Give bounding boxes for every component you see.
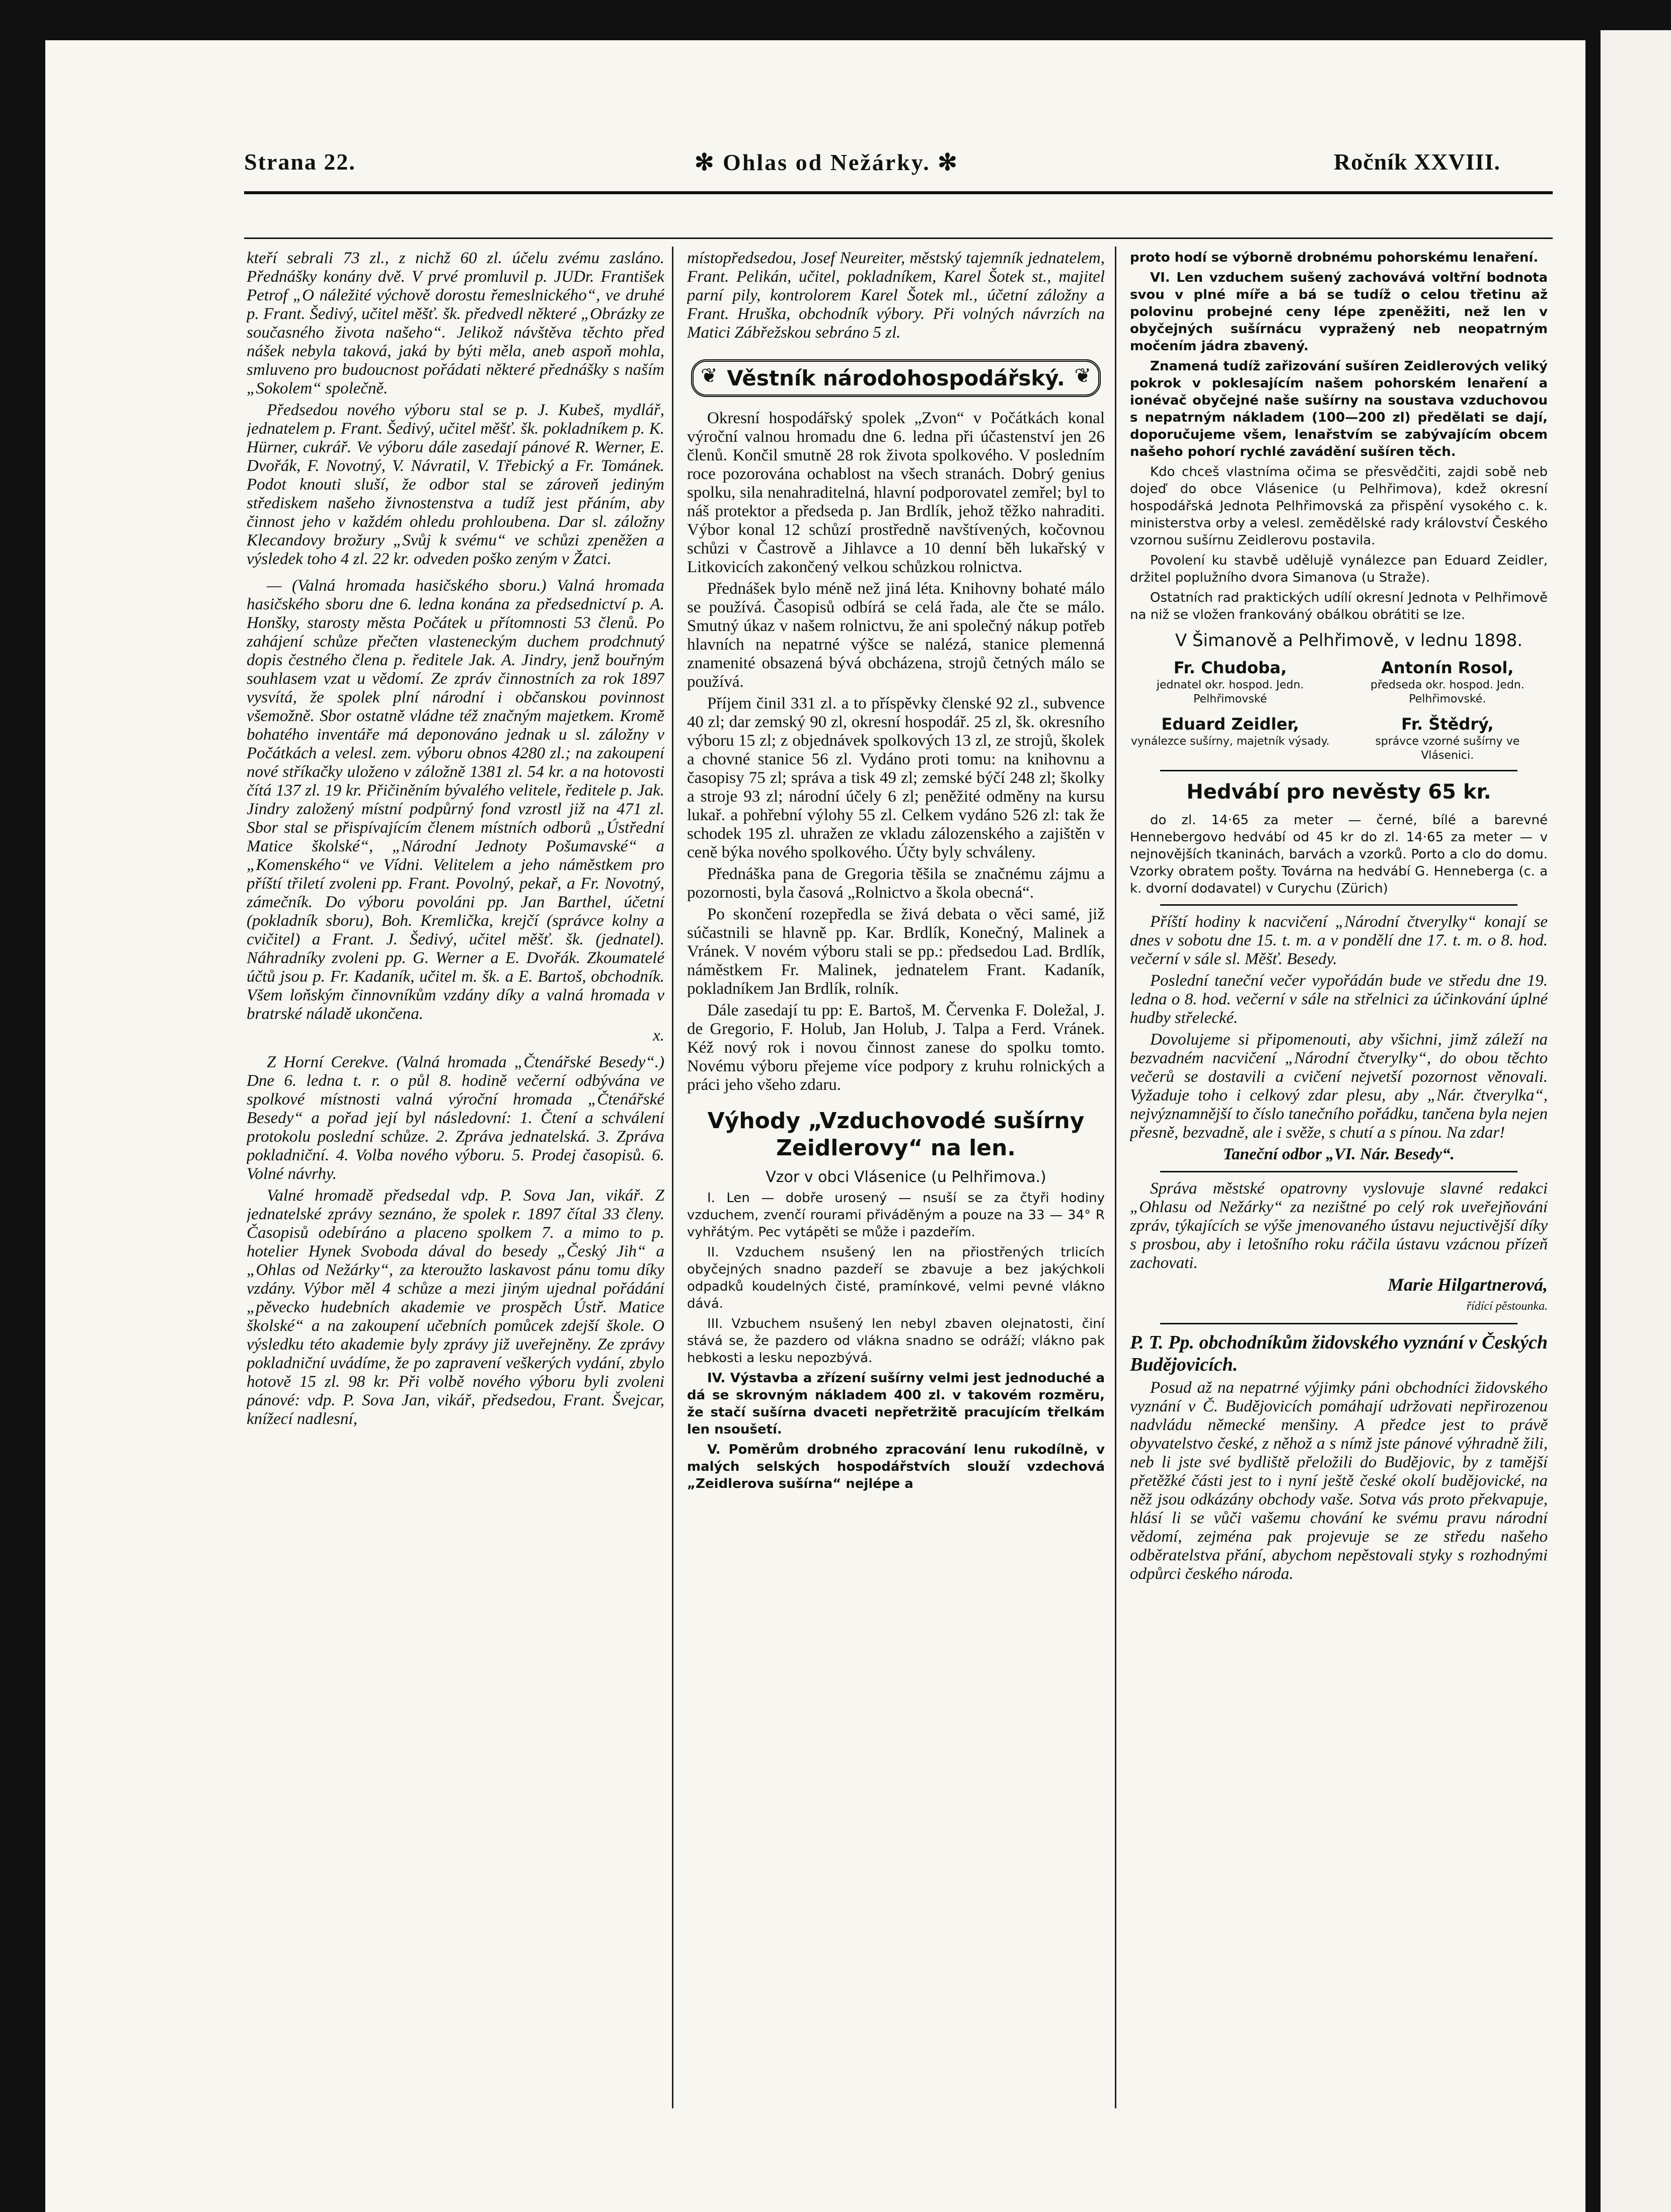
article-zvon-3: Příjem činil 331 zl. a to příspěvky členské 92 zl., subvence 40 zl; dar zemský 90 zl, okresní hospodář. 25 zl, šk. okresního výboru 15 zl; z objednávek spolkových 13 zl, ze strojů, školek a chovné stanice 56 zl. Vydáno proti tomu: na knihovnu a časopisy 75 zl; správa a tisk 49 zl; zemské býčí 248 zl; školky a stroje 93 zl; národní účely 6 zl; peněžité odměny na kursu lukař. a pohřební výlohy 55 zl. Celkem vydáno 526 zl: tak že schodek 195 zl. uhražen ze vkladu zálozenského a zajištěn v ceně býka nového spolkového. Účty byly schváleny. <box>687 694 1105 861</box>
separator <box>1160 904 1517 906</box>
ad-silk-title: Hedvábí pro nevěsty 65 kr. <box>1186 780 1491 804</box>
ad-dryer-summary: Znamená tudíž zařizování sušíren Zeidlerových veliký pokrok v poklesajícím našem pohorském lenaření a ionévač obyčejné naše sušírny na soustava vzduchovou s nepatrným nákladem (100—200 zl) předělati se dají, doporučujeme všem, lenařstvím se zabývajícím obcem našeho pohorí rychlé zavádění sušíren těch. <box>1130 359 1548 459</box>
column-divider-2 <box>1115 247 1116 2108</box>
ad-dryer-point-2: II. Vzduchem nsušený len na přiostřených trlicích obyčejných snadno pazdeří se zbavuje a bez jakýchkoli odpadků koudelných čisté, pramínkové, velmi pevné vlákno dává. <box>687 1245 1105 1311</box>
notice-nursery-thanks: Správa městské opatrovny vyslovuje slavné redakci „Ohlasu od Nežárky“ za nezištné po celý rok uveřejňování zpráv, týkajících se výše jmenovaného ústavu nejuctivější díky s prosbou, aby i letošního roku ráčila ústavu vzácnou přízeň zachovati. <box>1130 1179 1548 1272</box>
article-zvon-5: Po skončení rozepředla se živá debata o věci samé, již súčastnili se hlavně pp. Kar. Brdlík, Konečný, Malinek a Vránek. V novém výboru stali se pp.: předsedou Lad. Brdlík, náměstkem Fr. Malinek, jednatelem Frant. Kadaník, pokladníkem Jan Brdlík, rolník. <box>687 905 1105 998</box>
ad-dryer-title: Výhody „Vzduchovodé sušírny Zeidlerovy“ na len. <box>707 1108 1085 1161</box>
column-1 <box>247 249 664 2111</box>
notice-nursery-sign: Marie Hilgartnerová, <box>1387 1275 1548 1295</box>
signature-name: Eduard Zeidler, <box>1161 715 1300 734</box>
separator <box>1160 1171 1517 1172</box>
signature-role: správce vzorné sušírny ve Vlásenici. <box>1375 735 1520 762</box>
article-trade-lectures: kteří sebrali 73 zl., z nichž 60 zl. účelu zvému zasláno. Přednášky konány dvě. V prvé promluvil p. JUDr. František Petrof „O náležité výchově dorostu řemeslnického“, ve druhé p. Frant. Šedivý, učitel měšť. šk. předvedl některé „Obrázky ze současného života našeho“. Jelikož návštěva těchto před nášek nebyla taková, jaká by býti měla, aneb aspoň mohla, smluveno pro budoucnost pořádati některé přednášky s naším „Sokolem“ společně. <box>247 249 664 398</box>
article-zvon-6: Dále zasedají tu pp: E. Bartoš, M. Červenka F. Doležal, J. de Gregorio, F. Holub, Jan Holub, J. Talpa a Ferd. Vránek. Kéž nový rok i novou činnost zanese do spolku tomto. Novému výboru přejeme více podpory z kruhu rolnických a práci jeho všeho zdaru. <box>687 1001 1105 1094</box>
article-fire-brigade-sign: x. <box>653 1026 664 1045</box>
signature-chudoba <box>1130 657 1330 706</box>
signature-role: předseda okr. hospod. Jedn. Pelhřimovské. <box>1370 679 1525 705</box>
notice-dance-sign: Taneční odbor „VI. Nár. Besedy“. <box>1223 1145 1455 1163</box>
volume-label: Ročník XXVIII. <box>1334 149 1500 175</box>
article-merchants-title: P. T. Pp. obchodníkům židovského vyznání v Českých Budějovicích. <box>1130 1332 1548 1375</box>
article-horni-cerekev-2: Valné hromadě předsedal vdp. P. Sova Jan, vikář. Z jednatelské zprávy seznáno, že spolek r. 1897 čítal 33 členy. Časopisů odebíráno a placeno spolkem 7. a mimo to p. hotelier Hynek Svoboda dával do besedy „Český Jih“ a „Ohlas od Nežárky“, za kteroužto laskavost pánu tomu díky vzdány. Výbor měl 4 schůze a mezi jiným ujednal pořádání „pěvecko hudebních akademie ve prospěch Ústř. Matice školské“ a na zakoupení učebních pomůcek zdejší škole. O výsledku této akademie byly zprávy již uveřejněny. Ze zprávy pokladniční uvádíme, že po zapravení veškerých vydání, zbylo hotově 15 zl. 98 kr. Při volbě nového výboru byli zvoleni pánové: vdp. P. Sova Jan, vikář, předsedou, Frant. Švejcar, knížecí nadlesní, <box>247 1187 664 1428</box>
separator <box>1160 770 1517 771</box>
signatures-row-2 <box>1130 714 1548 763</box>
signature-role: vynálezce sušírny, majetník výsady. <box>1130 735 1330 748</box>
article-cerekev-cont: místopředsedou, Josef Neureiter, městský tajemník jednatelem, Frant. Pelikán, učitel, pokladníkem, Karel Šotek st., majitel parní pily, kontrolorem Karel Šotek ml., účetní záložny a Frant. Hruška, obchodník výbory. Při volných návrzích na Matici Zábřežskou sebráno 5 zl. <box>687 249 1105 342</box>
ad-dryer-place-date: V Šimanově a Pelhřimově, v lednu 1898. <box>1175 630 1523 651</box>
notice-dance-lessons: Příští hodiny k nacvičení „Národní čtverylky“ konají se dnes v sobotu dne 15. t. m. a v pondělí dne 17. t. m. o 8. hod. večerní v sále sl. Měšť. Besedy. <box>1130 913 1548 968</box>
signature-zeidler <box>1130 714 1330 763</box>
section-banner-economy: ❦ Věstník národohospodářský. ❦ <box>691 359 1101 397</box>
ad-dryer-point-6: VI. Len vzduchem sušený zachovává voltřní bodnota svou v plné míře a bá se tudíž o celou třetinu až polovinu probejné ceny lépe zpeněžiti, než len v obyčejných sušírnácu vypražený neb neopatrným močením jádra zbavený. <box>1130 270 1548 354</box>
notice-dance-evening: Poslední taneční večer vypořádán bude ve středu dne 19. ledna o 8. hod. večerní v sále na střelnici za účinkování úplné hudby střelecké. <box>1130 972 1548 1027</box>
ad-dryer-advice: Ostatních rad praktických udílí okresní Jednota v Pelhřimově na niž se vložen frankováný obálkou obrátiti se lze. <box>1130 590 1548 622</box>
column-divider-1 <box>672 247 673 2108</box>
signature-role: jednatel okr. hospod. Jedn. Pelhřimovské <box>1156 679 1304 705</box>
masthead-title: ✻ Ohlas od Nežárky. ✻ <box>695 149 959 175</box>
newspaper-page <box>45 40 1585 2212</box>
ad-dryer-point-4: IV. Výstavba a zřízení sušírny velmi jest jednoduché a dá se skrovným nákladem 400 zl. v takovém rozměru, že stačí sušírna dvaceti nepřetržitě pracujícím třelkám len nsoušetí. <box>687 1371 1105 1437</box>
signature-name: Antonín Rosol, <box>1381 658 1514 677</box>
ad-silk-text: do zl. 14·65 za meter — černé, bílé a barevné Hennebergovo hedvábí od 45 kr do zl. 14·65 za meter — v nejnovějších tkaninách, barvách a vzorků. Porto a clo do domu. Vzorky obratem pošty. Továrna na hedvábí G. Henneberga (c. a k. dvorní dodavatel) v Curychu (Zürich) <box>1130 813 1548 896</box>
adjacent-page-edge <box>1601 30 1671 2212</box>
page-header <box>45 143 1585 189</box>
ad-dryer-subtitle: Vzor v obci Vlásenice (u Pelhřimova.) <box>766 1168 1046 1186</box>
header-rule <box>244 191 1553 194</box>
column-3 <box>1130 249 1548 2111</box>
notice-nursery-role: řídící pěstounka. <box>1466 1300 1548 1313</box>
signatures-row-1 <box>1130 657 1548 706</box>
article-zvon: Okresní hospodářský spolek „Zvon“ v Počátkách konal výroční valnou hromadu dne 6. ledna při účastenství jen 26 členů. Končil smutně 28 rok života spolkového. V posledním roce pozorována ochablost na všech stranách. Dobrý genius spolku, sila nenahraditelná, hlavní podporovatel zemřel; byl to náš protektor a předseda p. Jan Brdlík, jehož těžko nahraditi. Výbor konal 12 schůzí prostředně navštívených, kočovnou schůzi v Častrově a Jihlavce a 10 denní běh lukařský v Litkovicích zakončený velkou schůzkou rolnictva. <box>687 409 1105 576</box>
ad-dryer-point-3: III. Vzbuchem nsušený len nebyl zbaven olejnatosti, činí stává se, že pazdero od vlákna snadno se odráží; vlákno pak hebkosti a lesku nepozbývá. <box>687 1316 1105 1366</box>
ad-dryer-point-5-cont: proto hodí se výborně drobnému pohorskému lenaření. <box>1130 250 1539 265</box>
column-2 <box>687 249 1105 2111</box>
signature-name: Fr. Štědrý, <box>1401 715 1494 734</box>
signature-name: Fr. Chudoba, <box>1173 658 1287 677</box>
article-merchants: Posud až na nepatrné výjimky páni obchodníci židovského vyznání v Č. Budějovicích pomáhají udržovati nepřirozenou nadvládu německé menšiny. A předce jest to právě obyvatelstvo české, z něhož a s nímž jste pánové výhradně žili, neb li jste své bydliště přeložili do Budějovic, by z tamější přetěžké části jest to i nyní ještě české okolí budějovické, na něž jsou odkázány obchody vaše. Sotva vás proto překvapuje, hlásí li se vůči vašemu chování ke svému pravu národní vědomí, zejména pak projevuje se ze středu našeho odběratelstva přání, abychom nepěstovali styky s rozhodnými odpůrci českého národa. <box>1130 1379 1548 1583</box>
article-trade-committee: Předsedou nového výboru stal se p. J. Kubeš, mydlář, jednatelem p. Frant. Šedivý, učitel měšť. šk. pokladníkem p. K. Hürner, cukrář. Ve výboru dále zasedají pánové R. Werner, E. Dvořák, F. Novotný, V. Návratil, V. Třebický a Fr. Tománek. Podot knouti sluší, že odbor stal se zároveň jediným střediskem našeho živnostenstva a tudíž jest přáním, aby činnost jeho v každém ohledu prohloubena. Dar sl. záložny Klecandovy brožury „Svůj k svému“ ve schůzi zpeněžen a výsledek toho 4 zl. 22 kr. odveden poško zeným v Žatci. <box>247 401 664 568</box>
signature-rosol <box>1347 657 1548 706</box>
header-rule-thin <box>244 238 1553 239</box>
notice-dance-reminder: Dovolujeme si připomenouti, aby všichni, jimž záleží na bezvadném nacvičení „Národní čtverylky“, do obou těchto večerů se dostavili a cvičení nejvetší pozornost věnovali. Vyžaduje toho i celkový zdar plesu, aby „Nár. čtverylka“, nejvýznamnější to číslo tanečního pořádku, tančena byla nejen přesně, bezvadně, ale i svěže, s chutí a s pínou. Na zdar! <box>1130 1031 1548 1142</box>
article-zvon-4: Přednáška pana de Gregoria těšila se značnému zájmu a pozornosti, byla časová „Rolnictvo a škola obecná“. <box>687 865 1105 902</box>
ad-dryer-point-1: I. Len — dobře urosený — nsuší se za čtyři hodiny vzduchem, zvenčí rourami přiváděným a pouze na 33 — 34° R vyhřátým. Pec vytápěti se může i pazdeřím. <box>687 1191 1105 1240</box>
ad-dryer-point-5: V. Poměrům drobného zpracování lenu rukodílně, v malých selských hospodářstvích slouží vzdechová „Zeidlerova sušírna“ nejlépe a <box>687 1442 1105 1491</box>
signature-stedry <box>1347 714 1548 763</box>
article-horni-cerekev: Z Horní Cerekve. (Valná hromada „Čtenářské Besedy“.) Dne 6. ledna t. r. o půl 8. hodině večerní odbývána ve spolkové místnosti valná výroční hromada „Čtenářské Besedy“ a pořad její byl následovní: 1. Čtení a schválení protokolu poslední schůze. 2. Zpráva jednatelská. 3. Zpráva pokladniční. 4. Volba nového výboru. 5. Prodej časopisů. 6. Volné návrhy. <box>247 1053 664 1183</box>
article-zvon-2: Přednášek bylo méně než jiná léta. Knihovny bohaté málo se používá. Časopisů odbírá se celá řada, ale čte se málo. Smutný úkaz v našem rolnictvu, že ani společný nákup potřeb hlavních na nepatrné výšce se nalézá, stanice plemenná znamenité obsazená bývá obcházena, strojů četných málo se používá. <box>687 580 1105 691</box>
ad-dryer-visit: Kdo chceš vlastníma očima se přesvědčiti, zajdi sobě neb dojeď do obce Vlásenice (u Pelhřimova), kdež okresní hospodářská Jednota Pelhřimovská za přispění vysokého c. k. ministerstva orby a velesl. zemědělské rady království Českého vzornou sušírnu Zeidlerovu postavila. <box>1130 464 1548 548</box>
ad-dryer-permit: Povolení ku stavbě udělujě vynálezce pan Eduard Zeidler, držitel poplužního dvora Simanova (u Straže). <box>1130 553 1548 585</box>
page-number: Strana 22. <box>244 149 356 175</box>
article-fire-brigade: — (Valná hromada hasičského sboru.) Valná hromada hasičského sboru dne 6. ledna konána za předsednictví p. A. Honšky, starosty města Počátek u přítomnosti 53 členů. Po zahájení schůze přečten vlasteneckým duchem prodchnutý dopis čestného člena p. ředitele Jak. A. Jindry, jenž bouřným souhlasem vzat u vědomí. Ze zpráv činnostních za rok 1897 vysvítá, že spolek plní národní i občanskou povinnost všemožně. Sbor ostatně vládne též značným majetkem. Kromě bohatého inventáře má deponováno jednak u sl. záložny v Počátkách a velesl. zem. výboru obnos 4280 zl.; na zakoupení nové stříkačky uloženo v záložně 1381 zl. 54 kr. a na hotovosti čítá 137 zl. 19 kr. Přičiněním bývalého velitele, ředitele p. Jak. Jindry založený místní podpůrný fond vzrostl již na 471 zl. Sbor stal se přispívajícím členem místních odborů „Ústřední Matice školské“, „Národní Jednoty Pošumavské“ a „Komenského“ ve Vídni. Velitelem a jeho náměstkem pro příští třiletí zvoleni pp. Frant. Povolný, pekař, a Fr. Novotný, zámečník. Do výboru povoláni pp. Jan Barthel, účetní (pokladník sboru), Boh. Kremlička, krejčí (správce kolny a cvičitel) a Frant. J. Šedivý, učitel měšť. šk. (jednatel). Náhradníky zvoleni pp. G. Werner a E. Dvořák. Zkoumatelé účtů jsou p. Fr. Kadaník, učitel m. šk. a E. Bartoš, obchodník. Všem loňským činnovníkům vzdány díky a valná hromada v bratrské náladě ukončena. <box>247 577 664 1023</box>
separator <box>1160 1323 1517 1324</box>
